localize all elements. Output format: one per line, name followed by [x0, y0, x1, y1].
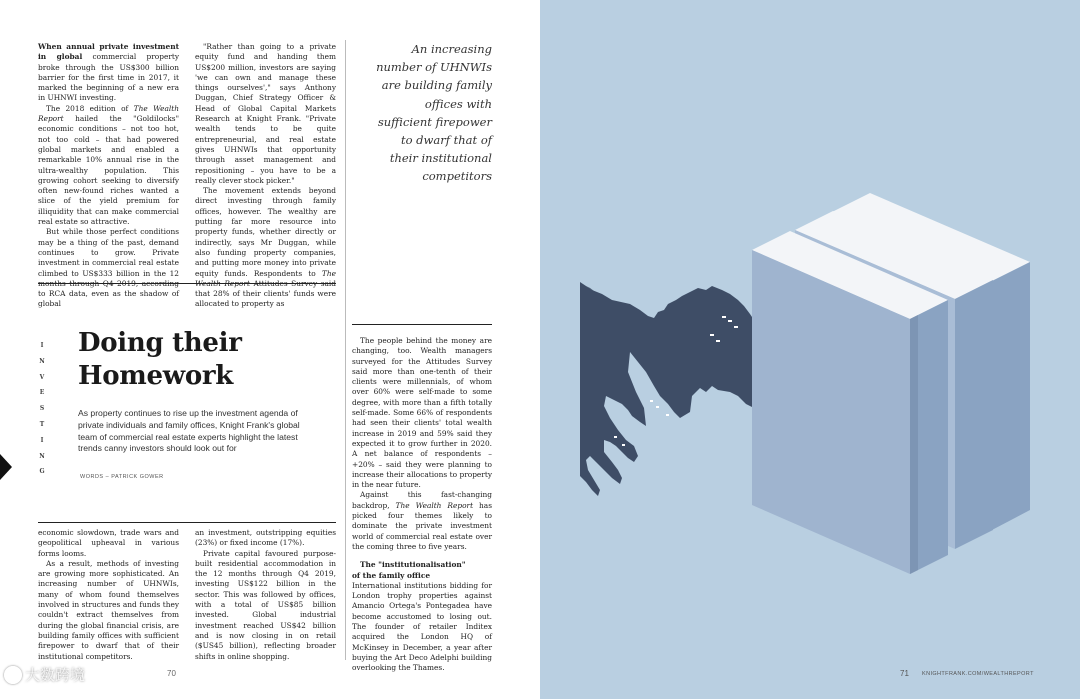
section-rule [38, 283, 336, 284]
paragraph: economic slowdown, trade wars and geopolitical upheaval in various forms looms. [38, 528, 179, 558]
tag-letter: V [39, 373, 45, 381]
paragraph-text: The movement extends beyond direct investing through family offices, however. The wealthy are putting far more resource into property funds, whether directly or indirectly, says Mr Duggan, while also funding property companies, and putting more money into private equity funds. Respondents to [195, 186, 336, 278]
paragraph-text: Against this fast-changing backdrop, [352, 490, 492, 510]
window-light [666, 414, 669, 416]
book-cover-edge [910, 315, 918, 574]
window-light [656, 406, 659, 408]
headline-line-1: Doing their [78, 328, 242, 358]
page-number-left: 70 [167, 669, 176, 678]
byline: WORDS – PATRICK GOWER [80, 474, 164, 480]
city-skyline-shadow [580, 282, 754, 496]
paragraph-text: commercial property broke through the US$300 billion barrier for the first time in 2017, it marked the beginning of a new era in UHNWI investing. [38, 52, 179, 103]
window-light [728, 320, 732, 322]
publication-title: The Wealth Report [38, 103, 180, 124]
paragraph-text: The 2018 edition of [46, 103, 134, 113]
window-light [650, 400, 653, 402]
window-light [710, 334, 714, 336]
tag-letter: E [39, 389, 45, 397]
window-light [614, 436, 617, 438]
column-divider [345, 40, 346, 660]
section-rule [38, 522, 336, 523]
publication-title: The Wealth Report [395, 500, 474, 510]
paragraph-text: Attitudes Survey said that 28% of their clients' funds were allocated to property as [195, 278, 337, 309]
column-2-bottom [195, 528, 336, 662]
tag-letter: G [39, 468, 45, 476]
tag-letter: I [40, 342, 44, 349]
tag-letter: T [39, 420, 45, 428]
paragraph: But while those perfect conditions may be a thing of the past, demand continues to grow. Private investment in commercial real estate climbed to US$333 billion in the 12 months through Q4 2019, according to RCA data, even as the shadow of global [38, 227, 179, 309]
book-spine-side [955, 280, 993, 549]
headline-line-2: Homework [78, 361, 233, 391]
tag-letter: I [40, 436, 44, 444]
section-tag-investing [38, 338, 46, 480]
book-spine-side [992, 262, 1030, 530]
subheading-line: The "institutionalisation" [360, 560, 466, 570]
tag-letter: S [39, 405, 45, 413]
paragraph: "Rather than going to a private equity fund and handing them US$200 million, investors are saying 'we can own and manage these things ourselves'," says Anthony Duggan, Chief Strategy Officer & Head of Global Capital Markets Research at Knight Frank. "Private wealth tends to be quite entrepreneurial, and real estate gives UHNWIs that opportunity through asset management and repositioning – you have to be a really clever stock picker." [195, 42, 336, 185]
section-rule [352, 324, 492, 325]
tag-letter: N [39, 452, 45, 460]
tag-letter: N [39, 357, 45, 365]
column-2-top [195, 42, 336, 310]
publication-title: The Wealth Report [195, 268, 336, 288]
paragraph: an investment, outstripping equities (23%) or fixed income (17%). [195, 528, 336, 548]
paragraph [352, 490, 492, 552]
page-number-right: 71 [900, 669, 909, 678]
paragraph: As a result, methods of investing are growing more sophisticated. An increasing number of UHNWIs, many of whom found themselves involved in structures and funds they couldn't extract themselves from during the global financial crisis, are building family offices with sufficient firepower to dwarf that of their institutional competitors. [38, 558, 179, 661]
arrow-right-icon [0, 454, 12, 480]
column-1-bottom [38, 528, 179, 662]
window-light [722, 316, 726, 318]
column-1-top [38, 42, 179, 310]
paragraph [195, 186, 336, 310]
lead-in: When annual private investment in global [38, 42, 179, 62]
headline [78, 327, 242, 393]
standfirst: As property continues to rise up the investment agenda of private individuals and family offices, Knight Frank's global team of commercial real estate experts highlight the latest trends canny investors should look out for [78, 408, 300, 454]
watermark [4, 664, 85, 685]
subheading-line: of the family office [352, 570, 431, 580]
column-3-middle [352, 336, 492, 674]
paragraph-text: hailed the "Goldilocks" economic conditions – not too hot, not too cold – that had powered global markets and enabled a remarkable 10% annual rise in the ultra-wealthy population. This growing cohort seeking to diversify often new-found riches wanted a slice of the yield premium for illiquidity that can make commercial real estate so attractive. [38, 114, 179, 227]
paragraph [38, 104, 179, 228]
paragraph: International institutions bidding for London trophy properties against Amancio Ortega's Pontegadea have become accustomed to losing out. The founder of retailer Inditex acquired the London HQ of McKinsey in December, a year after buying the Art Deco Adelphi building overlooking the Thames. [352, 580, 492, 673]
watermark-text: 大数跨境 [25, 666, 86, 684]
paragraph-text: has picked four themes likely to dominate the private investment world of commercial real estate over the coming three to five years. [352, 500, 492, 551]
pull-quote: An increasing number of UHNWIs are building family offices with sufficient firepower to dwarf that of their institutional competitors [376, 42, 492, 184]
window-light [734, 326, 738, 328]
books-skyline-illustration [540, 0, 1080, 699]
paragraph: The people behind the money are changing, too. Wealth managers surveyed for the Attitudes Survey said more than one-tenth of their clients were millennials, of whom over 60% were self-made to some degree, with more than a fifth totally self-made. Some 66% of respondents had seen their clients' total wealth increase in 2019 and 59% said they expected it to grow further in 2020. A net balance of respondents – +20% – said they were planning to increase their allocations to property in the near future. [352, 336, 492, 490]
window-light [716, 340, 720, 342]
paragraph [38, 42, 179, 104]
website-url[interactable]: KNIGHTFRANK.COM/WEALTHREPORT [922, 671, 1034, 677]
subheading [352, 560, 492, 581]
paragraph: Private capital favoured purpose-built residential accommodation in the 12 months through Q4 2019, investing US$122 billion in the sector. This was followed by offices, with a total of US$85 billion invested. Global industrial investment reached US$42 billion and is now closing in on retail ($US45 billion), reflecting broader shifts in online shopping. [195, 548, 336, 661]
right-page [540, 0, 1080, 699]
window-light [622, 444, 625, 446]
watermark-logo-icon [4, 666, 22, 684]
